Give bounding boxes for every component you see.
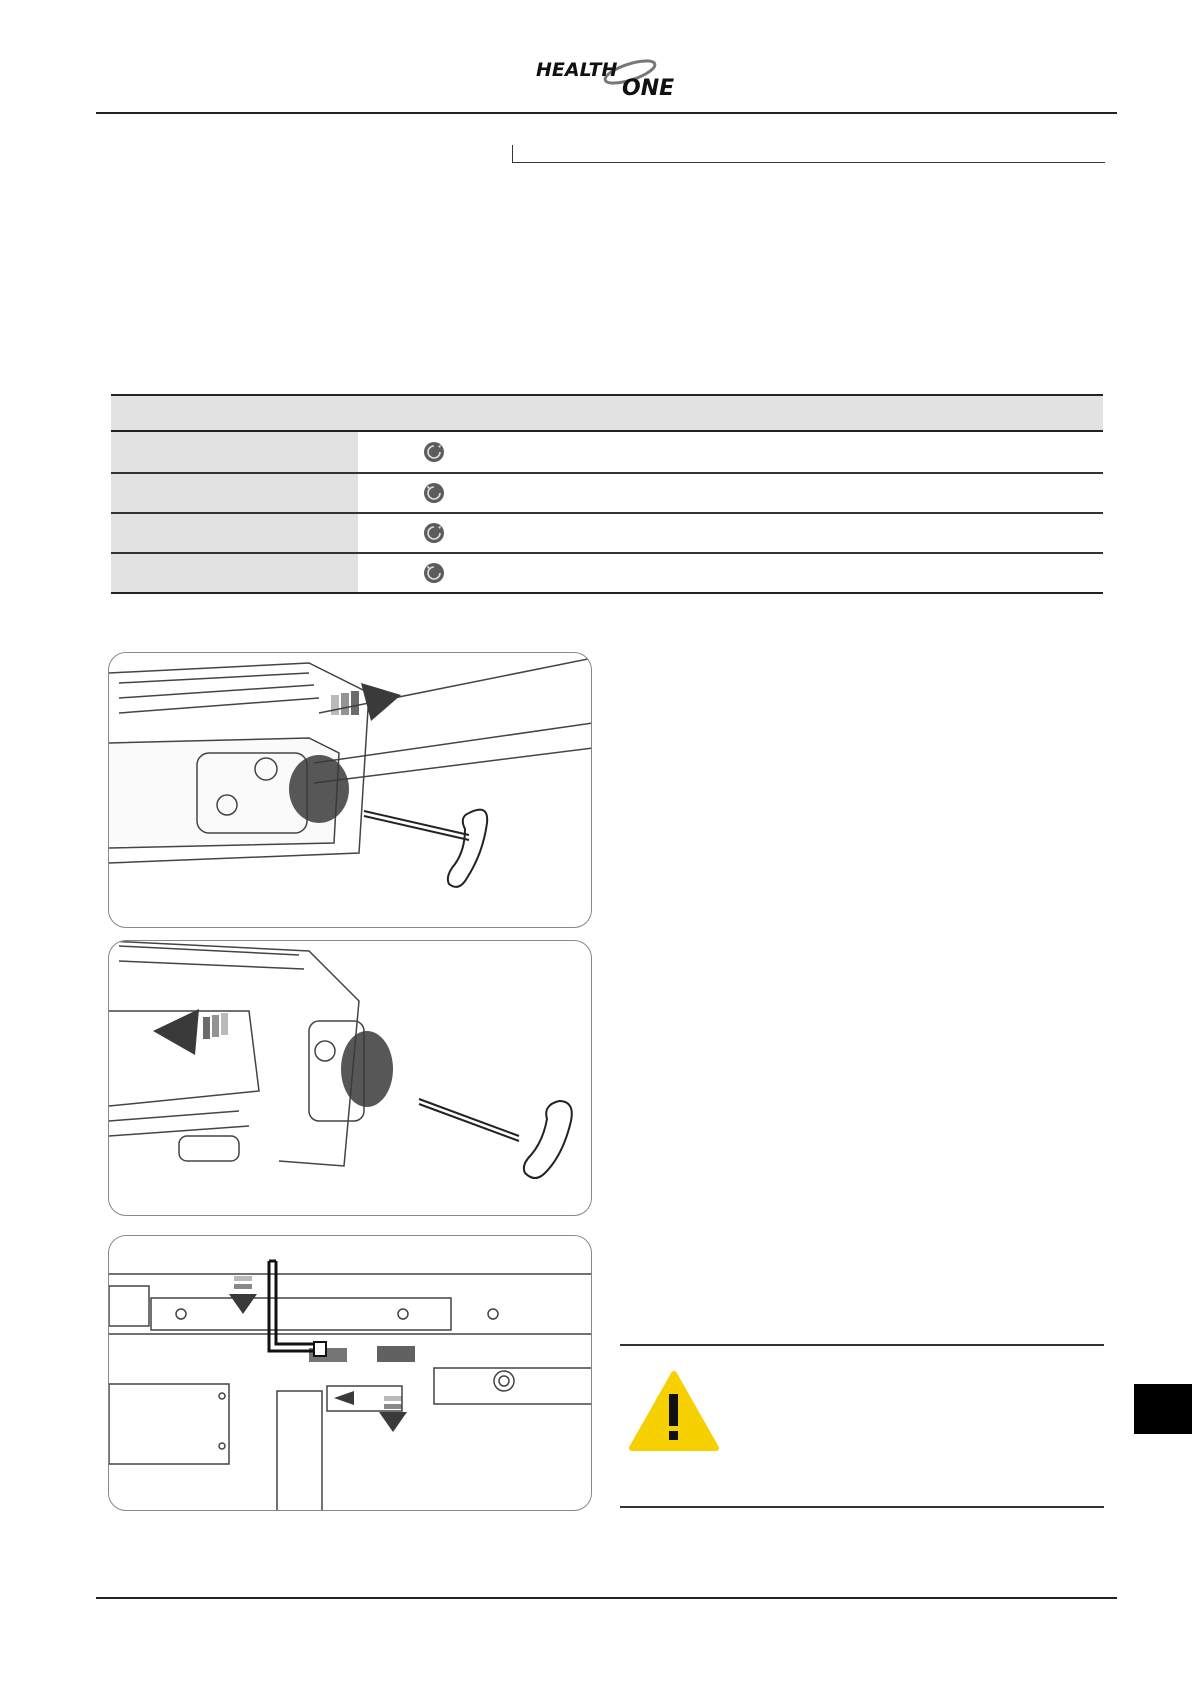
table-header-row bbox=[111, 394, 1103, 432]
illustration-left-side-adjust bbox=[108, 940, 592, 1216]
page-section-tab bbox=[1134, 1384, 1192, 1434]
header-rule bbox=[96, 112, 1117, 114]
caution-box-top-rule bbox=[620, 1344, 1104, 1346]
table-bottom-rule bbox=[111, 592, 1103, 594]
table-row bbox=[358, 513, 1103, 552]
logo-word-one: ONE bbox=[622, 76, 675, 98]
adjustment-table bbox=[111, 394, 1103, 594]
illustration-right-side-adjust bbox=[108, 652, 592, 928]
rotate-icon bbox=[423, 522, 445, 544]
health-one-logo bbox=[534, 52, 680, 98]
rotate-icon bbox=[423, 441, 445, 463]
table-row bbox=[358, 432, 1103, 471]
illustration-underside-adjust bbox=[108, 1235, 592, 1511]
caution-box-bottom-rule bbox=[620, 1506, 1104, 1508]
footer-rule bbox=[96, 1597, 1117, 1599]
rotate-icon bbox=[423, 562, 445, 584]
rotate-icon bbox=[423, 482, 445, 504]
warning-triangle-icon bbox=[628, 1370, 720, 1452]
table-row bbox=[358, 473, 1103, 512]
section-heading-bracket bbox=[512, 145, 1105, 163]
logo-word-health: HEALTH bbox=[536, 59, 618, 81]
table-row bbox=[358, 553, 1103, 592]
